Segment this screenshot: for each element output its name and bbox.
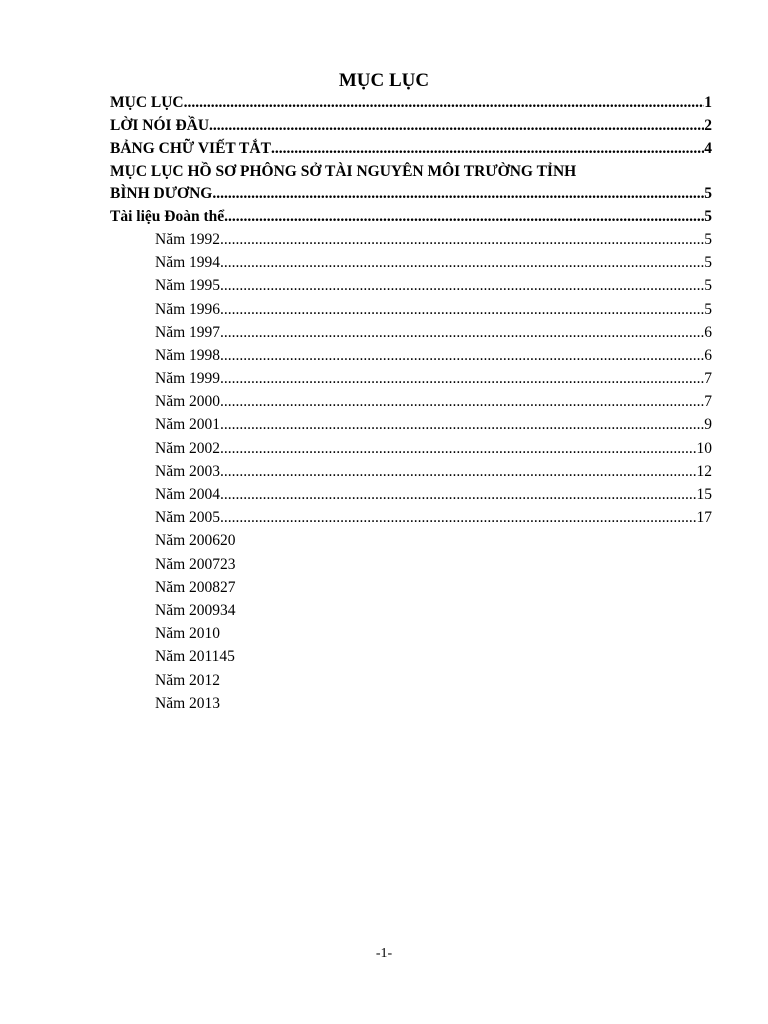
toc-year-entry[interactable] [110,553,712,576]
page-number-footer: -1- [375,946,393,961]
toc-entry-page: 6 [704,323,712,341]
toc-entry-label: Năm 200723 [155,555,236,573]
toc-entry-page: 5 [704,254,712,272]
toc-entry-page: 1 [704,94,712,111]
toc-entry[interactable] [110,114,712,137]
toc-year-entry[interactable] [110,251,712,274]
toc-year-entry[interactable] [110,692,712,715]
toc-entry-page: 9 [704,416,712,434]
toc-entry-page: 15 [696,486,712,503]
toc-entry-line1[interactable] [110,161,712,182]
toc-entry-label: BẢNG CHỮ VIẾT TẮT [110,140,271,158]
toc-entry-label: Năm 2003 [155,462,221,480]
toc-entry-label: Năm 2005 [155,509,221,527]
toc-entry-label: Năm 1994 [155,254,221,272]
toc-entry-page: 5 [704,277,712,295]
toc-year-entry[interactable] [110,599,712,622]
toc-entry-page: 12 [696,462,712,480]
toc-entry-label: LỜI NÓI ĐẦU [110,117,210,135]
toc-entry-label: BÌNH DƯƠNG [110,184,213,202]
dot-leader [220,298,704,321]
toc-entry-label: Năm 1998 [155,346,221,364]
toc-year-entry[interactable] [110,576,712,599]
dot-leader [220,228,704,251]
dot-leader [184,91,705,114]
toc-year-entry[interactable] [110,344,712,367]
toc-entry-label: Năm 200620 [155,532,236,550]
toc-year-entry[interactable] [110,321,712,344]
dot-leader [220,506,696,529]
toc-entry-label: Năm 1999 [155,370,221,388]
dot-leader [220,367,704,390]
toc-entry-label: MỤC LỤC [110,94,184,111]
toc-year-entry[interactable] [110,390,712,413]
toc-entry-page: 17 [696,509,712,527]
dot-leader [220,483,696,506]
toc-year-entry[interactable] [110,669,712,692]
toc-entry-label: Năm 1995 [155,277,221,295]
toc-year-entry[interactable] [110,529,712,552]
toc-entry-page: 7 [704,393,712,411]
dot-leader [220,437,696,460]
toc-entry-label: Năm 201145 [155,648,235,666]
toc-entry-page: 4 [704,140,712,158]
toc-entry-label: MỤC LỤC HỒ SƠ PHÔNG SỞ TÀI NGUYÊN MÔI TRƯỜNG TỈNH [110,162,577,180]
toc-year-entry[interactable] [110,274,712,297]
toc-entry-label: Năm 1997 [155,323,221,341]
toc-entry-page: 6 [704,346,712,364]
toc-entry-label: Năm 2002 [155,439,221,457]
toc-year-entry[interactable] [110,367,712,390]
toc-entry-label: Năm 2010 [155,625,221,643]
table-of-contents [110,91,712,715]
toc-entry[interactable] [110,182,712,205]
toc-year-entry[interactable] [110,413,712,436]
toc-entry-label: Năm 2001 [155,416,221,434]
toc-entry-page: 5 [704,207,712,225]
toc-entry-label: Tài liệu Đoàn thể [110,207,225,225]
toc-entry-page: 2 [704,117,712,135]
toc-entry-label: Năm 1992 [155,230,221,248]
toc-year-entry[interactable] [110,460,712,483]
year-entries [110,228,712,715]
toc-entry-label: Năm 200934 [155,601,236,619]
toc-year-entry[interactable] [110,645,712,668]
toc-entry-label: Năm 1996 [155,300,221,318]
dot-leader [220,390,704,413]
dot-leader [220,321,704,344]
toc-entry-page: 5 [704,230,712,248]
dot-leader [220,251,704,274]
toc-entry[interactable] [110,205,712,228]
toc-year-entry[interactable] [110,506,712,529]
toc-entry[interactable] [110,137,712,160]
toc-year-entry[interactable] [110,437,712,460]
toc-entry-label: Năm 2000 [155,393,221,411]
toc-entry-label: Năm 2012 [155,671,221,689]
dot-leader [220,344,704,367]
toc-entry-label: Năm 200827 [155,578,236,596]
toc-entry-page: 5 [704,300,712,318]
toc-entry-page: 5 [704,184,712,202]
dot-leader [224,205,704,228]
toc-year-entry[interactable] [110,228,712,251]
dot-leader [212,182,704,205]
dot-leader [271,137,704,160]
toc-entry-label: Năm 2013 [155,694,221,712]
toc-year-entry[interactable] [110,298,712,321]
dot-leader [220,274,704,297]
toc-year-entry[interactable] [110,483,712,506]
toc-entry-page: 7 [704,370,712,388]
page-title: MỤC LỤC [338,70,430,91]
toc-year-entry[interactable] [110,622,712,645]
dot-leader [220,413,704,436]
dot-leader [209,114,704,137]
dot-leader [220,460,696,483]
toc-entry-label: Năm 2004 [155,486,221,503]
toc-entry[interactable] [110,91,712,114]
toc-entry-page: 10 [696,439,712,457]
